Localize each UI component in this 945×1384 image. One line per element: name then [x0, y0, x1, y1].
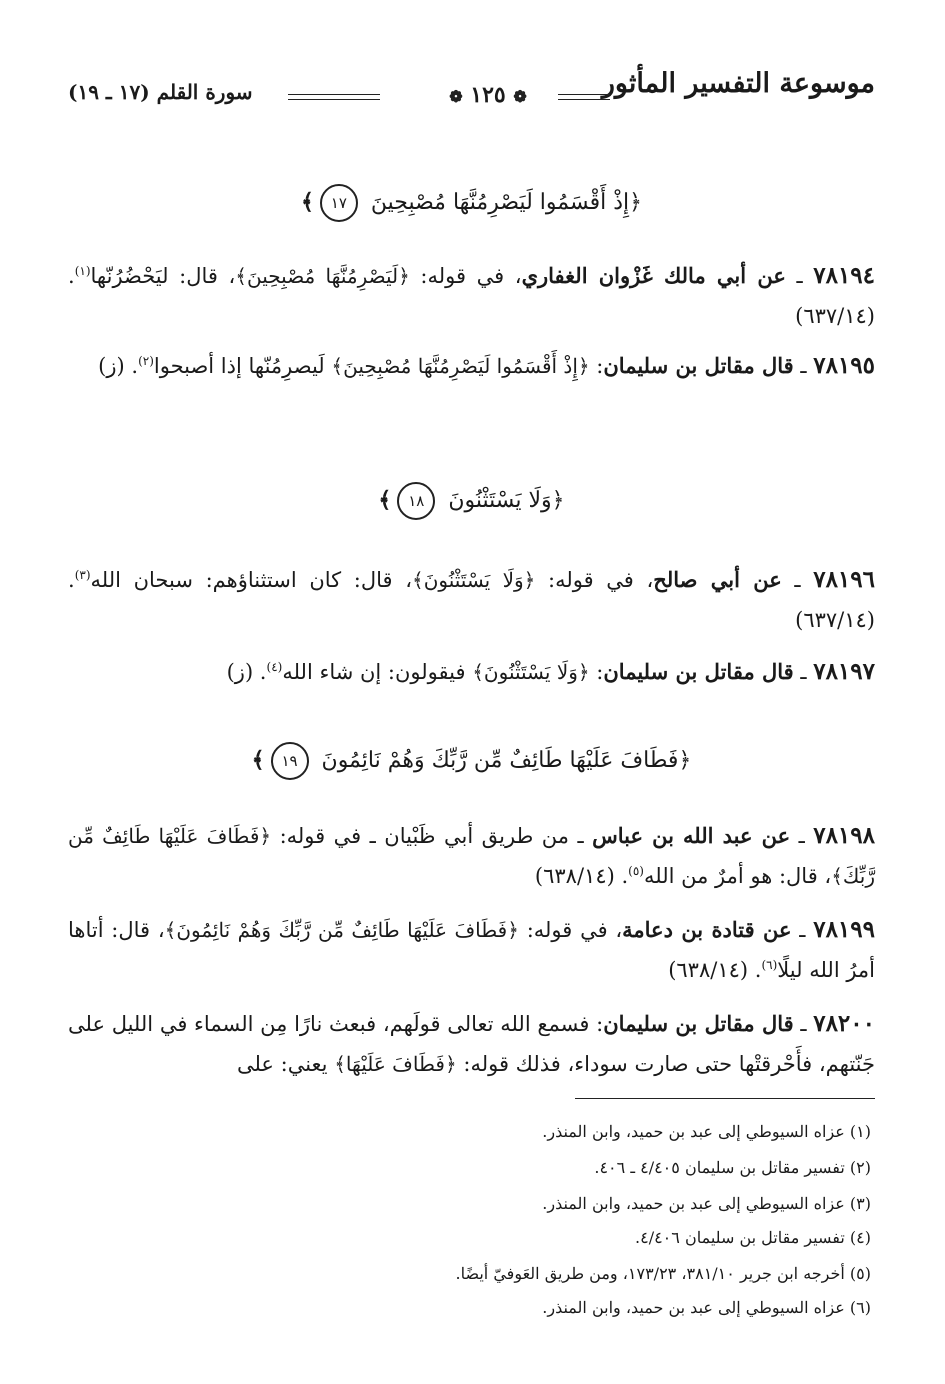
quran-quote: ﴿فَطَافَ عَلَيْهَا طَائِفٌ مِّن رَّبِّكَ﴾	[68, 824, 875, 888]
verse-bracket: ﴾	[378, 487, 392, 513]
narration-entry	[68, 256, 875, 336]
entry-dash: ـ	[785, 264, 814, 288]
page-number-block	[428, 82, 548, 108]
narrator-name: عن أبي مالك غَزْوان الغفاري	[521, 263, 786, 288]
narration-entry	[68, 346, 875, 386]
footnote: (٥) أخرجه ابن جرير ٣٨١/١٠، ١٧٣/٢٣، ومن طريق العَوفيّ أيضًا.	[455, 1264, 871, 1283]
narrator-name: قال مقاتل بن سليمان	[603, 1011, 794, 1036]
ornament-icon: ❁	[449, 87, 463, 106]
quran-quote: ﴿فَطَافَ عَلَيْهَا طَائِفٌ مِّن رَّبِّكَ وَهُمْ نَائِمُونَ﴾	[164, 918, 519, 942]
header-rule-right	[558, 94, 610, 100]
footnote-marker[interactable]: (٣)	[74, 568, 91, 582]
footnote: (٣) عزاه السيوطي إلى عبد بن حميد، وابن المنذر.	[542, 1194, 871, 1213]
entry-text: :	[589, 354, 604, 378]
entry-number: ٧٨١٩٨	[813, 822, 875, 849]
entry-dash: ـ	[793, 354, 814, 378]
entry-number: ٧٨١٩٦	[813, 566, 875, 593]
entry-dash: ـ	[790, 824, 814, 848]
page-number: ١٢٥	[470, 82, 506, 108]
entry-text: ، في قوله:	[409, 264, 522, 288]
footnote-marker[interactable]: (١)	[74, 264, 91, 278]
narration-entry	[68, 560, 875, 640]
footnote-marker[interactable]: (٦)	[761, 958, 778, 972]
entry-text: ، قال: ليَحْضُرُنّها	[90, 264, 236, 288]
verse-heading	[68, 742, 875, 780]
narration-entry	[68, 816, 875, 896]
entry-dash: ـ	[781, 568, 814, 592]
verse-bracket: ﴾	[251, 747, 265, 773]
verse-number-icon: ١٧	[320, 184, 358, 222]
footnote-marker[interactable]: (٥)	[628, 864, 644, 878]
page-header	[68, 68, 875, 122]
narrator-name: عن عبد الله بن عباس	[592, 823, 791, 848]
narrator-name: قال مقاتل بن سليمان	[603, 659, 794, 684]
book-title: موسوعة التفسير المأثور	[601, 68, 875, 99]
verse-heading	[68, 482, 875, 520]
narration-entry	[68, 652, 875, 692]
entry-number: ٧٨١٩٤	[813, 262, 876, 289]
quran-quote: ﴿وَلَا يَسْتَثْنُونَ﴾	[472, 660, 590, 684]
header-rule-left	[288, 94, 380, 100]
entry-reference: . (٦٣٨/١٤)	[668, 958, 762, 982]
entry-text: : فسمع الله تعالى قولَهم، فبعث نارًا مِن السماء في الليل على جَنّتهم، فأَحْرقتْها حتى صارت سوداء، فذلك قوله:	[68, 1012, 875, 1076]
narration-entry	[68, 1004, 875, 1084]
entry-number: ٧٨١٩٧	[813, 658, 875, 685]
entry-text: ، في قوله:	[518, 918, 623, 942]
entry-reference: . (٦٣٧/١٤)	[68, 264, 875, 328]
footnote-marker[interactable]: (٢)	[138, 354, 154, 368]
verse-text: ﴿إِذْ أَقْسَمُوا لَيَصْرِمُنَّهَا مُصْبِحِينَ	[370, 190, 643, 215]
narrator-name: عن أبي صالح	[653, 567, 782, 592]
entry-text: ـ من طريق أبي ظَبْيان ـ في قوله:	[271, 824, 593, 848]
narrator-name: عن قتادة بن دعامة	[622, 917, 792, 942]
ornament-icon: ❁	[513, 87, 527, 106]
entry-text: ، قال: كان استثناؤهم: سبحان الله	[90, 568, 412, 592]
verse-text: ﴿وَلَا يَسْتَثْنُونَ	[448, 488, 565, 513]
quran-quote: ﴿لَيَصْرِمُنَّهَا مُصْبِحِينَ﴾	[235, 264, 410, 288]
entry-text: فيقولون: إن شاء الله	[282, 660, 473, 684]
footnote-divider	[575, 1098, 875, 1099]
footnote-marker[interactable]: (٤)	[266, 660, 283, 674]
quran-quote: ﴿إِذْ أَقْسَمُوا لَيَصْرِمُنَّهَا مُصْبِحِينَ﴾	[331, 354, 590, 378]
entry-text: لَيصرِمُنّها إذا أصبحوا	[153, 354, 332, 378]
entry-text: يعني: على	[236, 1052, 335, 1076]
footnote: (٤) تفسير مقاتل بن سليمان ٤/٤٠٦.	[635, 1228, 871, 1247]
narrator-name: قال مقاتل بن سليمان	[603, 353, 794, 378]
verse-text: ﴿فَطَافَ عَلَيْهَا طَائِفٌ مِّن رَّبِّكَ وَهُمْ نَائِمُونَ	[321, 748, 692, 773]
entry-number: ٧٨١٩٩	[813, 916, 875, 943]
quran-quote: ﴿وَلَا يَسْتَثْنُونَ﴾	[412, 568, 536, 592]
entry-reference: . (٦٣٧/١٤)	[68, 568, 875, 632]
footnote: (١) عزاه السيوطي إلى عبد بن حميد، وابن المنذر.	[542, 1122, 871, 1141]
entry-dash: ـ	[791, 918, 814, 942]
verse-number-icon: ١٨	[397, 482, 435, 520]
entry-text: ، قال: أتاها أمرُ الله ليلًا	[68, 918, 875, 982]
entry-reference: . (٦٣٨/١٤)	[534, 864, 629, 888]
verse-number-icon: ١٩	[271, 742, 309, 780]
entry-number: ٧٨١٩٥	[813, 352, 875, 379]
surah-reference: سورة القلم (١٧ ـ ١٩)	[68, 80, 253, 104]
entry-text: ، في قوله:	[535, 568, 654, 592]
footnote: (٢) تفسير مقاتل بن سليمان ٤/٤٠٥ ـ ٤٠٦.	[594, 1158, 871, 1177]
entry-reference: . (ز)	[98, 354, 139, 378]
entry-text: :	[589, 660, 604, 684]
quran-quote: ﴿فَطَافَ عَلَيْهَا﴾	[334, 1052, 457, 1076]
entry-dash: ـ	[793, 1012, 814, 1036]
entry-dash: ـ	[793, 660, 814, 684]
footnote: (٦) عزاه السيوطي إلى عبد بن حميد، وابن المنذر.	[542, 1298, 871, 1317]
verse-bracket: ﴾	[300, 189, 314, 215]
entry-text: ، قال: هو أمرٌ من الله	[643, 864, 832, 888]
entry-reference: . (ز)	[226, 660, 267, 684]
entry-number: ٧٨٢٠٠	[813, 1010, 875, 1037]
narration-entry	[68, 910, 875, 990]
verse-heading	[68, 184, 875, 222]
